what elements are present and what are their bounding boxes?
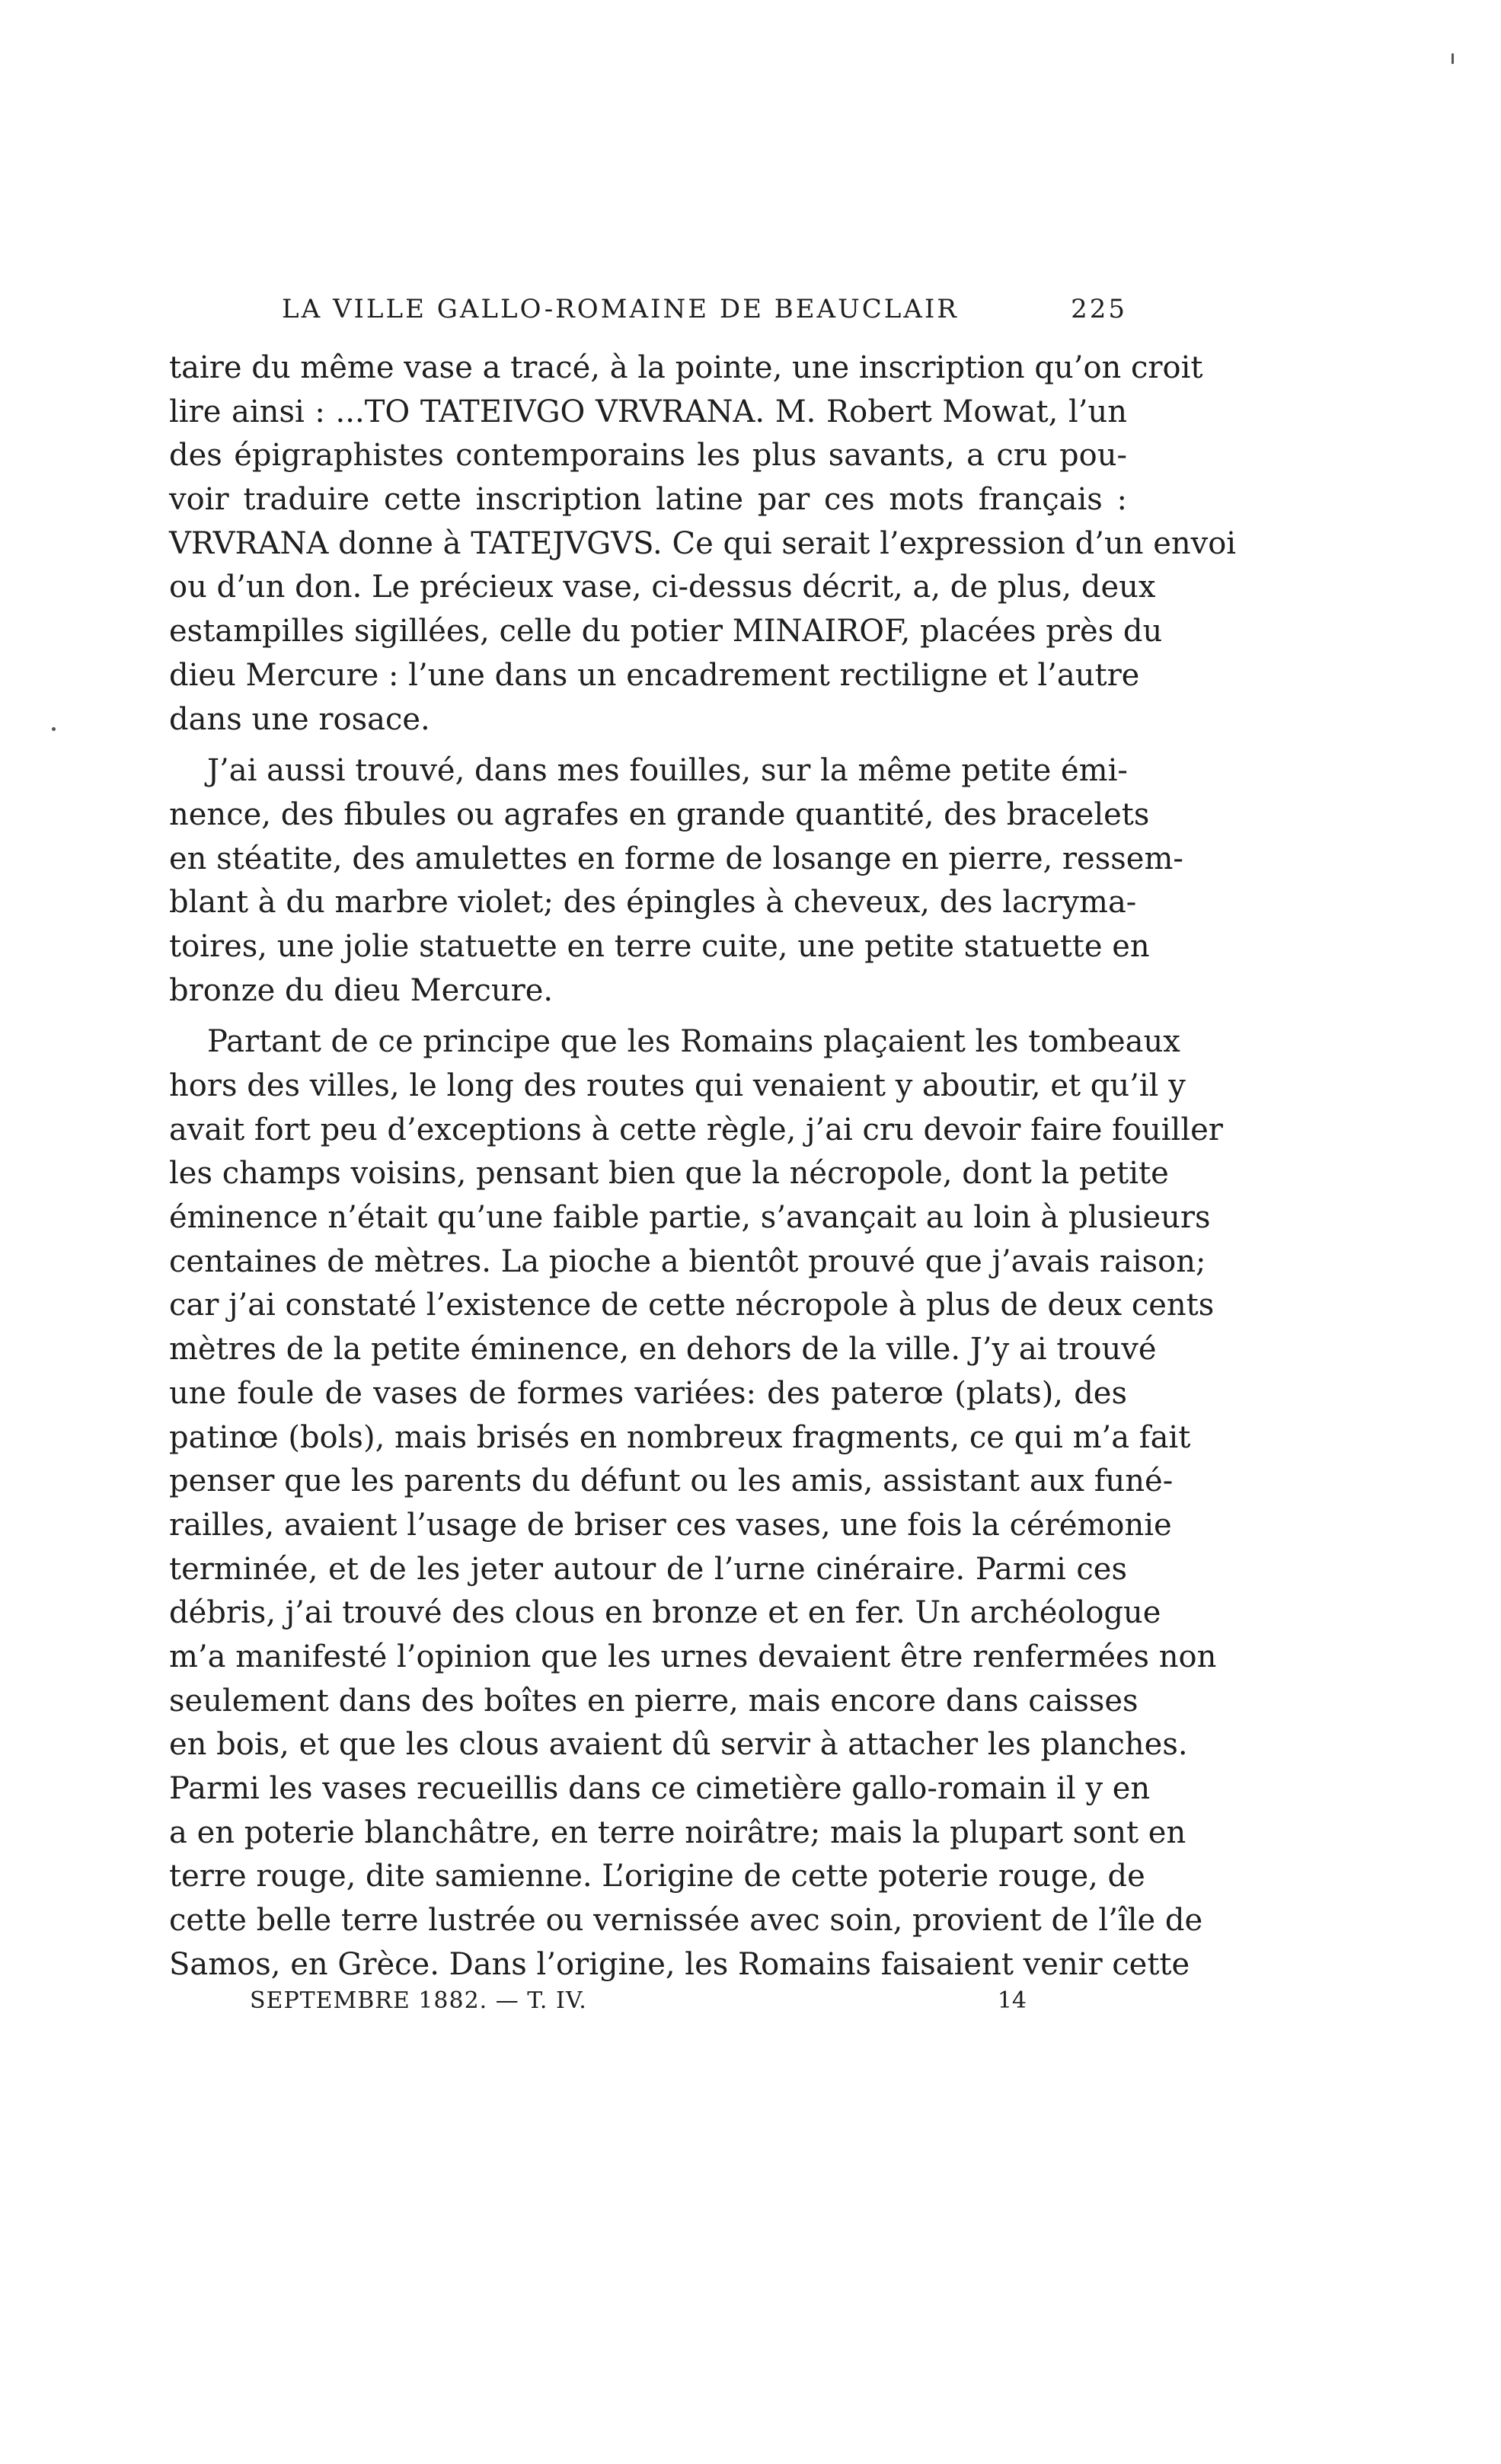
text-line: nence, des fibules ou agrafes en grande quantité, des bracelets [169,796,1150,832]
text-line: penser que les parents du défunt ou les amis, assistant aux funé- [169,1463,1174,1499]
text-line: a en poterie blanchâtre, en terre noirâtre; mais la plupart sont en [169,1814,1186,1850]
running-title: LA VILLE GALLO-ROMAINE DE BEAUCLAIR [282,294,959,324]
text-line: débris, j’ai trouvé des clous en bronze et en fer. Un archéologue [169,1595,1161,1631]
text-line: une foule de vases de formes variées: des paterœ (plats), des [169,1375,1127,1411]
text-line: terre rouge, dite samienne. L’origine de cette poterie rouge, de [169,1859,1145,1894]
text-line: car j’ai constaté l’existence de cette nécropole à plus de deux cents [169,1288,1215,1323]
paragraph-3 [169,1020,1223,1987]
footer-date-volume: SEPTEMBRE 1882. — T. IV. [250,1987,587,2014]
footer-signature: 14 [997,1987,1027,2014]
text-line: taire du même vase a tracé, à la pointe, une inscription qu’on croit [169,350,1203,385]
text-line: bronze du dieu Mercure. [169,972,554,1008]
text-line: railles, avaient l’usage de briser ces vases, une fois la cérémonie [169,1507,1172,1543]
text-line: estampilles sigillées, celle du potier MINAIROF, placées près du [169,614,1163,650]
margin-speck [1451,53,1454,64]
text-line: VRVRANA donne à TATEJVGVS. Ce qui serait l’expression d’un envoi [169,525,1237,561]
text-line: dieu Mercure : l’une dans un encadrement rectiligne et l’autre [169,657,1140,693]
page-footer [250,1987,1027,2022]
text-line: éminence n’était qu’une faible partie, s’avançait au loin à plusieurs [169,1200,1211,1236]
running-header [282,294,1127,330]
paragraph-2 [169,749,1183,1013]
text-line: des épigraphistes contemporains les plus savants, a cru pou- [169,438,1127,474]
text-line: patinœ (bols), mais brisés en nombreux fragments, ce qui m’a fait [169,1419,1191,1455]
text-line: avait fort peu d’exceptions à cette règle, j’ai cru devoir faire fouiller [169,1112,1223,1147]
text-line: toires, une jolie statuette en terre cuite, une petite statuette en [169,928,1150,964]
text-line: voir traduire cette inscription latine par ces mots français : [169,482,1127,518]
text-line: centaines de mètres. La pioche a bientôt prouvé que j’avais raison; [169,1243,1206,1279]
margin-speck [52,727,56,731]
text-line: cette belle terre lustrée ou vernissée avec soin, provient de l’île de [169,1903,1203,1939]
text-line: lire ainsi : ...TO TATEIVGO VRVRANA. M. Robert Mowat, l’un [169,394,1127,429]
paragraph-1 [169,346,1237,742]
text-line: dans une rosace. [169,701,430,737]
text-line: Partant de ce principe que les Romains plaçaient les tombeaux [207,1024,1180,1060]
text-line: Parmi les vases recueillis dans ce cimetière gallo-romain il y en [169,1771,1151,1806]
text-line: en stéatite, des amulettes en forme de losange en pierre, ressem- [169,841,1183,876]
body-text [169,346,1237,1987]
text-line: seulement dans des boîtes en pierre, mais encore dans caisses [169,1683,1139,1719]
text-line: les champs voisins, pensant bien que la nécropole, dont la petite [169,1156,1169,1192]
text-line: hors des villes, le long des routes qui venaient y aboutir, et qu’il y [169,1068,1186,1103]
text-line: J’ai aussi trouvé, dans mes fouilles, sur la même petite émi- [207,753,1128,789]
text-line: mètres de la petite éminence, en dehors de la ville. J’y ai trouvé [169,1332,1157,1368]
text-line: terminée, et de les jeter autour de l’urne cinéraire. Parmi ces [169,1551,1127,1587]
page-number: 225 [1071,294,1127,324]
text-line: m’a manifesté l’opinion que les urnes devaient être renfermées non [169,1639,1217,1674]
text-line: ou d’un don. Le précieux vase, ci-dessus décrit, a, de plus, deux [169,570,1156,605]
text-line: blant à du marbre violet; des épingles à cheveux, des lacryma- [169,885,1137,921]
text-line: Samos, en Grèce. Dans l’origine, les Romains faisaient venir cette [169,1946,1190,1982]
text-line: en bois, et que les clous avaient dû servir à attacher les planches. [169,1727,1188,1763]
